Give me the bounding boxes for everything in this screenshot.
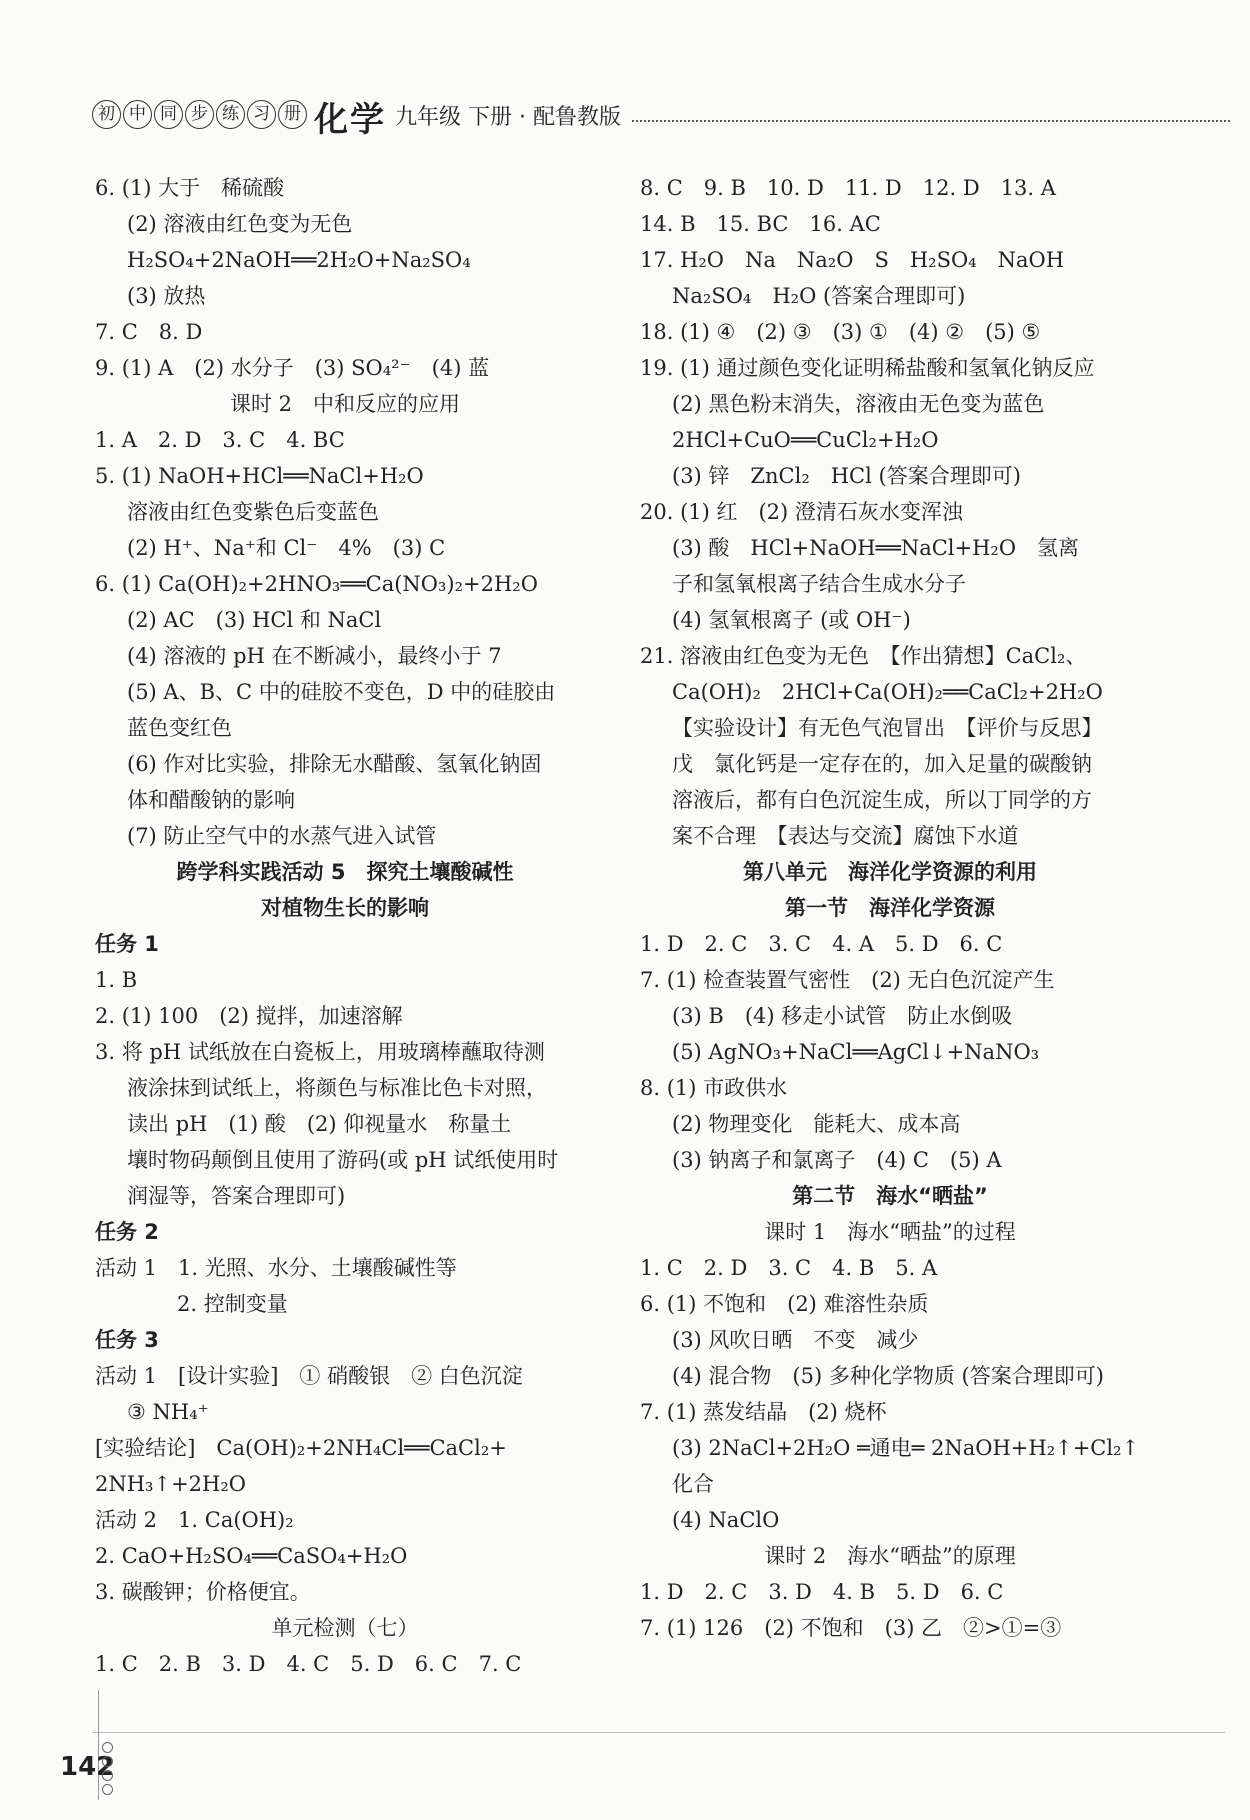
answer-line: (7) 防止空气中的水蒸气进入试管 bbox=[127, 824, 437, 848]
answer-line: (2) AC (3) HCl 和 NaCl bbox=[127, 608, 382, 632]
answer-line: 跨学科实践活动 5 探究土壤酸碱性 bbox=[176, 860, 514, 884]
answer-line: ③ NH₄⁺ bbox=[127, 1400, 209, 1424]
answer-line: 6. (1) Ca(OH)₂+2HNO₃══Ca(NO₃)₂+2H₂O bbox=[95, 572, 538, 596]
answer-line: 7. (1) 蒸发结晶 (2) 烧杯 bbox=[640, 1400, 887, 1424]
answer-line: 14. B 15. BC 16. AC bbox=[640, 212, 881, 236]
answer-line: 6. (1) 大于 稀硫酸 bbox=[95, 176, 285, 200]
answer-line: (3) 2NaCl+2H₂O ═通电═ 2NaOH+H₂↑+Cl₂↑ bbox=[672, 1436, 1140, 1460]
answer-line: (3) 放热 bbox=[127, 284, 206, 308]
series-char: 中 bbox=[123, 100, 152, 129]
page-number: 142 bbox=[60, 1752, 115, 1782]
subject-title: 化学 bbox=[314, 100, 386, 140]
answer-line: 1. C 2. B 3. D 4. C 5. D 6. C 7. C bbox=[95, 1652, 522, 1676]
answer-line: 2NH₃↑+2H₂O bbox=[95, 1472, 246, 1496]
page-header bbox=[92, 92, 1230, 142]
answer-line: 2. 控制变量 bbox=[177, 1292, 288, 1316]
footer-ornament bbox=[102, 1742, 113, 1795]
answer-line: (4) NaClO bbox=[672, 1508, 780, 1532]
answer-line: 9. (1) A (2) 水分子 (3) SO₄²⁻ (4) 蓝 bbox=[95, 356, 490, 380]
answer-line: 课时 1 海水“晒盐”的过程 bbox=[764, 1220, 1016, 1244]
answer-line: (5) AgNO₃+NaCl══AgCl↓+NaNO₃ bbox=[672, 1040, 1040, 1064]
answer-line: Na₂SO₄ H₂O (答案合理即可) bbox=[672, 284, 966, 308]
right-column bbox=[640, 170, 1140, 1646]
answer-line: (3) 钠离子和氯离子 (4) C (5) A bbox=[672, 1148, 1002, 1172]
series-char: 练 bbox=[216, 100, 245, 129]
answer-line: 2HCl+CuO══CuCl₂+H₂O bbox=[672, 428, 939, 452]
answer-line: (3) 酸 HCl+NaOH══NaCl+H₂O 氢离 bbox=[672, 536, 1080, 560]
answer-line: 润湿等，答案合理即可) bbox=[127, 1184, 346, 1208]
answer-line: (2) H⁺、Na⁺和 Cl⁻ 4% (3) C bbox=[127, 536, 446, 560]
answer-line: 子和氢氧根离子结合生成水分子 bbox=[672, 572, 966, 596]
answer-line: 活动 1 [设计实验] ① 硝酸银 ② 白色沉淀 bbox=[95, 1364, 523, 1388]
answer-line: 6. (1) 不饱和 (2) 难溶性杂质 bbox=[640, 1292, 929, 1316]
answer-line: 20. (1) 红 (2) 澄清石灰水变浑浊 bbox=[640, 500, 963, 524]
answer-line: 戊 氯化钙是一定存在的，加入足量的碳酸钠 bbox=[672, 752, 1092, 776]
answer-line: 任务 2 bbox=[95, 1220, 159, 1244]
answer-line: 7. (1) 检查装置气密性 (2) 无白色沉淀产生 bbox=[640, 968, 1055, 992]
answer-line: 2. CaO+H₂SO₄══CaSO₄+H₂O bbox=[95, 1544, 408, 1568]
answer-line: (3) B (4) 移走小试管 防止水倒吸 bbox=[672, 1004, 1013, 1028]
answer-line: 3. 碳酸钾；价格便宜。 bbox=[95, 1580, 311, 1604]
series-char: 册 bbox=[278, 100, 307, 129]
answer-line: 19. (1) 通过颜色变化证明稀盐酸和氢氧化钠反应 bbox=[640, 356, 1095, 380]
answer-line: 化合 bbox=[672, 1472, 714, 1496]
answer-line: 第二节 海水“晒盐” bbox=[792, 1184, 988, 1208]
answer-line: 7. (1) 126 (2) 不饱和 (3) 乙 ②>①=③ bbox=[640, 1616, 1062, 1640]
answer-line: (6) 作对比实验，排除无水醋酸、氢氧化钠固 bbox=[127, 752, 542, 776]
answer-line: 1. D 2. C 3. C 4. A 5. D 6. C bbox=[640, 932, 1003, 956]
answer-line: 5. (1) NaOH+HCl══NaCl+H₂O bbox=[95, 464, 424, 488]
answer-line: 课时 2 中和反应的应用 bbox=[229, 392, 461, 416]
answer-line: 第一节 海洋化学资源 bbox=[785, 896, 995, 920]
answer-line: 7. C 8. D bbox=[95, 320, 203, 344]
answer-line: (2) 溶液由红色变为无色 bbox=[127, 212, 353, 236]
answer-line: (4) 氢氧根离子 (或 OH⁻) bbox=[672, 608, 911, 632]
answer-line: 对植物生长的影响 bbox=[261, 896, 429, 920]
series-char: 习 bbox=[247, 100, 276, 129]
answer-line: 蓝色变红色 bbox=[127, 716, 232, 740]
answer-line: (4) 溶液的 pH 在不断减小，最终小于 7 bbox=[127, 644, 502, 668]
series-char: 初 bbox=[92, 100, 121, 129]
edition-label: 九年级 下册 · 配鲁教版 bbox=[395, 105, 621, 130]
footer-rule bbox=[92, 1732, 1225, 1733]
answer-line: (4) 混合物 (5) 多种化学物质 (答案合理即可) bbox=[672, 1364, 1104, 1388]
answer-line: (3) 风吹日晒 不变 减少 bbox=[672, 1328, 919, 1352]
answer-line: 课时 2 海水“晒盐”的原理 bbox=[764, 1544, 1016, 1568]
book-series bbox=[92, 100, 307, 129]
header-dotted-rule bbox=[632, 120, 1230, 122]
answer-line: 2. (1) 100 (2) 搅拌，加速溶解 bbox=[95, 1004, 403, 1028]
answer-line: 1. A 2. D 3. C 4. BC bbox=[95, 428, 345, 452]
answer-line: 溶液后，都有白色沉淀生成，所以丁同学的方 bbox=[672, 788, 1092, 812]
answer-line: 1. D 2. C 3. D 4. B 5. D 6. C bbox=[640, 1580, 1004, 1604]
answer-line: 溶液由红色变紫色后变蓝色 bbox=[127, 500, 379, 524]
answer-line: Ca(OH)₂ 2HCl+Ca(OH)₂══CaCl₂+2H₂O bbox=[672, 680, 1103, 704]
answer-line: (5) A、B、C 中的硅胶不变色，D 中的硅胶由 bbox=[127, 680, 556, 704]
answer-line: 21. 溶液由红色变为无色 【作出猜想】CaCl₂、 bbox=[640, 644, 1087, 668]
answer-line: 8. C 9. B 10. D 11. D 12. D 13. A bbox=[640, 176, 1056, 200]
answer-line: 液涂抹到试纸上，将颜色与标准比色卡对照， bbox=[127, 1076, 547, 1100]
answer-line: 8. (1) 市政供水 bbox=[640, 1076, 788, 1100]
answer-line: 壤时物码颠倒且使用了游码(或 pH 试纸使用时 bbox=[127, 1148, 559, 1172]
answer-line: 1. B bbox=[95, 968, 138, 992]
answer-line: (2) 黑色粉末消失，溶液由无色变为蓝色 bbox=[672, 392, 1045, 416]
answer-line: 案不合理 【表达与交流】腐蚀下水道 bbox=[672, 824, 1019, 848]
left-column bbox=[95, 170, 595, 1682]
answer-line: 第八单元 海洋化学资源的利用 bbox=[743, 860, 1037, 884]
answer-line: (3) 锌 ZnCl₂ HCl (答案合理即可) bbox=[672, 464, 1021, 488]
answer-line: 读出 pH (1) 酸 (2) 仰视量水 称量土 bbox=[127, 1112, 512, 1136]
answer-line: 任务 3 bbox=[95, 1328, 159, 1352]
answer-line: 【实验设计】有无色气泡冒出 【评价与反思】 bbox=[672, 716, 1103, 740]
answer-line: (2) 物理变化 能耗大、成本高 bbox=[672, 1112, 961, 1136]
series-char: 步 bbox=[185, 100, 214, 129]
answer-line: 活动 2 1. Ca(OH)₂ bbox=[95, 1508, 294, 1532]
answer-line: 1. C 2. D 3. C 4. B 5. A bbox=[640, 1256, 938, 1280]
answer-line: H₂SO₄+2NaOH══2H₂O+Na₂SO₄ bbox=[127, 248, 471, 272]
answer-line: 任务 1 bbox=[95, 932, 159, 956]
answer-line: 3. 将 pH 试纸放在白瓷板上，用玻璃棒蘸取待测 bbox=[95, 1040, 545, 1064]
answer-line: 17. H₂O Na Na₂O S H₂SO₄ NaOH bbox=[640, 248, 1065, 272]
answer-line: 18. (1) ④ (2) ③ (3) ① (4) ② (5) ⑤ bbox=[640, 320, 1041, 344]
answer-line: 体和醋酸钠的影响 bbox=[127, 788, 295, 812]
footer-margin-rule bbox=[98, 1690, 99, 1800]
answer-line: [实验结论] Ca(OH)₂+2NH₄Cl══CaCl₂+ bbox=[95, 1436, 507, 1460]
answer-line: 活动 1 1. 光照、水分、土壤酸碱性等 bbox=[95, 1256, 457, 1280]
series-char: 同 bbox=[154, 100, 183, 129]
answer-line: 单元检测（七） bbox=[271, 1616, 419, 1640]
